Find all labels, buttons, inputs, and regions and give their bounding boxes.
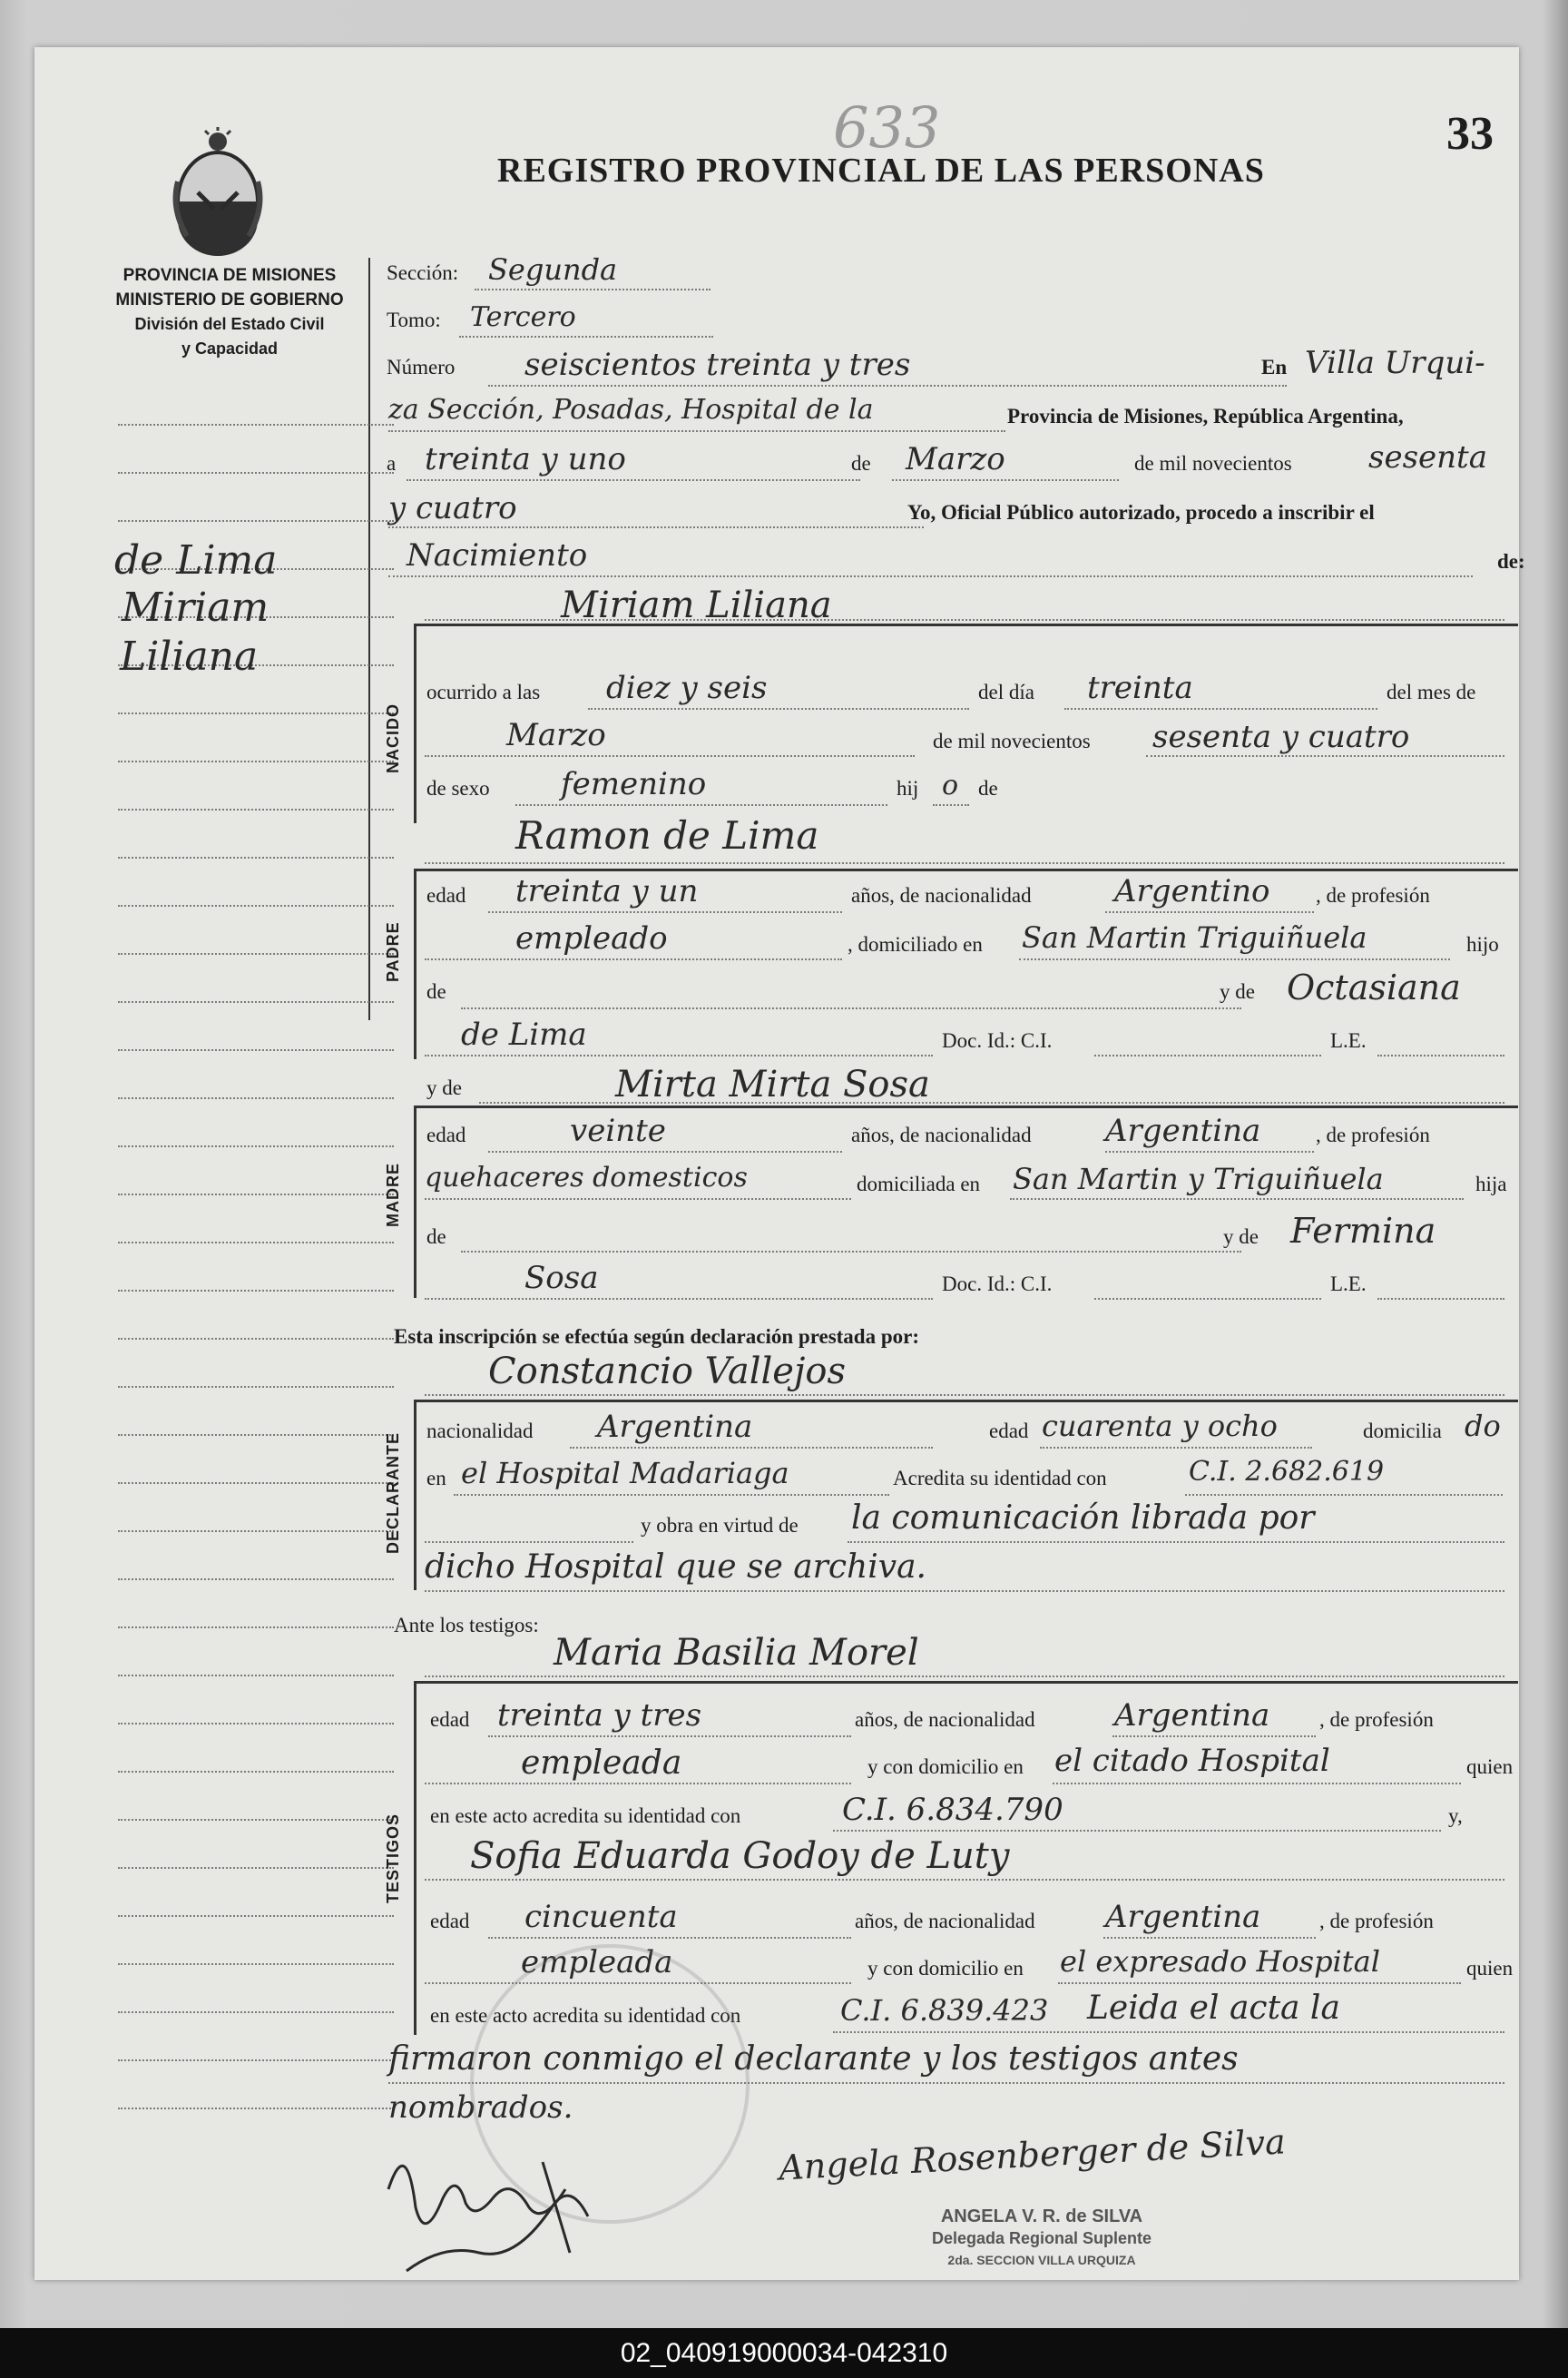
testigo1-profesion: empleada [521, 1744, 682, 1782]
fecha-dia: treinta y uno [425, 441, 626, 477]
numero-value: seiscientos treinta y tres [524, 347, 911, 383]
padre-nac-label: años, de nacionalidad [851, 884, 1032, 907]
lugar-value-1: Villa Urqui- [1305, 345, 1485, 381]
margin-ruled-line [118, 1578, 394, 1580]
hijo-value: o [942, 770, 959, 801]
margin-note-line: Liliana [120, 634, 259, 680]
testigo2-profesion: empleada [521, 1944, 673, 1980]
margin-ruled-line [118, 1290, 394, 1292]
section-testigos: TESTIGOS [384, 1813, 402, 1903]
madre-ydeb-label: y de [1223, 1225, 1259, 1248]
madre-nombre: Mirta Mirta Sosa [615, 1064, 930, 1105]
testigo2-dom-label: y con domicilio en [867, 1957, 1024, 1980]
margin-ruled-line [118, 761, 394, 762]
madre-nac-label: años, de nacionalidad [851, 1124, 1032, 1146]
leida-text: Leida el acta la [1087, 1990, 1340, 2027]
padre-de-label: de [426, 980, 446, 1003]
issuing-authority [53, 263, 407, 361]
registry-page [34, 47, 1525, 2280]
declarante-dom-1: do [1465, 1409, 1501, 1443]
madre-dom-label: domiciliada en [857, 1173, 981, 1195]
margin-ruled-line [118, 1626, 394, 1628]
margin-ruled-line [118, 1194, 394, 1195]
declarante-dom-2: el Hospital Madariaga [461, 1456, 789, 1490]
testigo1-y-label: y, [1448, 1804, 1463, 1827]
padre-nombre: Ramon de Lima [515, 813, 819, 858]
a-label: a [387, 452, 397, 475]
declarante-signature-icon [379, 2126, 652, 2280]
declarante-obra-label: y obra en virtud de [641, 1514, 799, 1537]
margin-ruled-line [118, 1530, 394, 1532]
org-line: División del Estado Civil [134, 315, 325, 333]
fecha-mes: Marzo [906, 441, 1005, 477]
margin-ruled-line [118, 1049, 394, 1051]
padre-dom-label: , domiciliado en [848, 933, 983, 956]
padre-edad: treinta y un [515, 873, 699, 909]
testigo1-nacionalidad: Argentina [1114, 1697, 1270, 1734]
madre-prof-label: , de profesión [1316, 1124, 1430, 1146]
madre-yde-label: y de [426, 1076, 462, 1099]
margin-ruled-line [118, 424, 394, 426]
sello-line: 2da. SECCION VILLA URQUIZA [947, 2253, 1136, 2267]
margin-ruled-line [118, 905, 394, 907]
testigo2-nacionalidad: Argentina [1105, 1899, 1261, 1935]
margin-ruled-line [118, 953, 394, 955]
madre-padres-1: Fermina [1290, 1211, 1436, 1251]
acto-value: Nacimiento [407, 537, 588, 574]
madre-hija-label: hija [1475, 1173, 1507, 1195]
margin-ruled-line [118, 1242, 394, 1243]
de-colon: de: [1497, 550, 1525, 573]
madre-padres-2: Sosa [524, 1260, 599, 1296]
padre-padres-1: Octasiana [1287, 968, 1461, 1007]
sexo-label: de sexo [426, 777, 490, 800]
margin-ruled-line [118, 1675, 394, 1676]
declarante-intro: Esta inscripción se efectúa según declaración prestada por: [394, 1325, 920, 1348]
en-label: En [1261, 356, 1288, 378]
sello-line: ANGELA V. R. de SILVA [940, 2206, 1143, 2226]
declarante-nombre: Constancio Vallejos [488, 1351, 846, 1392]
margin-ruled-line [118, 1819, 394, 1821]
testigo2-nombre: Sofia Eduarda Godoy de Luty [470, 1835, 1010, 1877]
testigos-ante: Ante los testigos: [394, 1614, 539, 1636]
margin-ruled-line [118, 1386, 394, 1388]
madre-de-label: de [426, 1225, 446, 1248]
margin-ruled-line [118, 1771, 394, 1773]
numero-label: Número [387, 356, 456, 378]
section-declarante: DECLARANTE [384, 1432, 402, 1554]
margin-ruled-line [118, 1867, 394, 1869]
testigo2-domicilio: el expresado Hospital [1060, 1944, 1380, 1979]
testigo1-edad-label: edad [430, 1708, 470, 1731]
padre-le-label: L.E. [1330, 1029, 1367, 1052]
padre-nacionalidad: Argentino [1114, 873, 1270, 909]
margin-ruled-line [118, 1963, 394, 1965]
testigo1-edad: treinta y tres [497, 1697, 702, 1734]
testigo2-prof-label: , de profesión [1319, 1910, 1434, 1932]
testigo1-prof-label: , de profesión [1319, 1708, 1434, 1731]
margin-ruled-line [118, 1145, 394, 1147]
declarante-edad: cuarenta y ocho [1042, 1409, 1278, 1443]
margin-ruled-line [118, 1723, 394, 1725]
hora-label: ocurrido a las [426, 681, 541, 703]
testigo2-quien-label: quien [1466, 1957, 1514, 1980]
section-padre: PADRE [384, 921, 402, 982]
madre-nacionalidad: Argentina [1105, 1113, 1261, 1149]
margin-note-line: Miriam [122, 585, 270, 631]
org-line: PROVINCIA DE MISIONES [122, 266, 337, 285]
seccion-label: Sección: [387, 261, 459, 284]
hijo-label: hij [897, 777, 919, 800]
testigo1-domicilio: el citado Hospital [1054, 1743, 1330, 1779]
margin-ruled-line [118, 809, 394, 811]
file-id: 02_040919000034-042310 [620, 2338, 948, 2368]
declarante-nacionalidad: Argentina [597, 1409, 753, 1445]
testigo1-nac-label: años, de nacionalidad [855, 1708, 1035, 1731]
dia-label: del día [978, 681, 1034, 703]
padre-doc-label: Doc. Id.: C.I. [942, 1029, 1053, 1052]
margin-ruled-line [118, 2108, 394, 2109]
testigo2-acred-label: en este acto acredita su identidad con [430, 2004, 741, 2027]
lugar-value-2: za Sección, Posadas, Hospital de la [388, 394, 874, 426]
margin-ruled-line [118, 1338, 394, 1340]
nacido-nombre: Miriam Liliana [561, 585, 832, 626]
madre-edad: veinte [570, 1113, 666, 1149]
fecha-anio-1: sesenta [1368, 439, 1487, 476]
de-label: de [978, 777, 998, 800]
testigo2-edad-label: edad [430, 1910, 470, 1932]
mes-value: Marzo [506, 717, 606, 753]
padre-profesion: empleado [515, 920, 668, 957]
declarante-acredita-label: Acredita su identidad con [893, 1467, 1107, 1489]
margin-ruled-line [118, 1097, 394, 1099]
madre-domicilio: San Martin y Triguiñuela [1013, 1162, 1384, 1196]
padre-yde-label: y de [1220, 980, 1255, 1003]
declarante-identidad: C.I. 2.682.619 [1189, 1456, 1385, 1488]
anio-label: de mil novecientos [933, 730, 1091, 752]
page-title: REGISTRO PROVINCIAL DE LAS PERSONAS [497, 152, 1265, 190]
oficial-sello [878, 2206, 1205, 2271]
provincia-text: Provincia de Misiones, República Argentina, [1007, 405, 1404, 427]
testigo2-nac-label: años, de nacionalidad [855, 1910, 1035, 1932]
testigo2-edad: cincuenta [524, 1899, 678, 1935]
mes-label: del mes de [1387, 681, 1476, 703]
declarante-edad-label: edad [989, 1420, 1029, 1442]
declarante-nac-label: nacionalidad [426, 1420, 534, 1442]
margin-note-line: de Lima [114, 537, 278, 584]
testigo1-quien-label: quien [1466, 1755, 1514, 1778]
padre-prof-label: , de profesión [1316, 884, 1430, 907]
margin-ruled-line [118, 1482, 394, 1484]
file-id-bar [0, 2328, 1568, 2378]
madre-edad-label: edad [426, 1124, 466, 1146]
padre-edad-label: edad [426, 884, 466, 907]
fecha-anio-2: y cuatro [388, 490, 517, 526]
de-label: de [851, 452, 871, 475]
tomo-label: Tomo: [387, 309, 441, 331]
section-nacido: NACIDO [384, 703, 402, 773]
org-line: y Capacidad [181, 339, 279, 358]
margin-ruled-line [118, 1915, 394, 1917]
pencil-number: 633 [833, 94, 941, 161]
madre-profesion: quehaceres domesticos [425, 1162, 748, 1194]
testigo1-nombre: Maria Basilia Morel [554, 1632, 919, 1674]
margin-ruled-line [118, 2011, 394, 2013]
cierre-line-1: firmaron conmigo el declarante y los testigos antes [388, 2040, 1239, 2078]
testigo1-acred-label: en este acto acredita su identidad con [430, 1804, 741, 1827]
cierre-line-2: nombrados. [388, 2089, 573, 2126]
padre-padres-2: de Lima [461, 1017, 587, 1053]
dia-value: treinta [1087, 670, 1193, 706]
coat-of-arms-icon [171, 127, 265, 263]
testigo1-dom-label: y con domicilio en [867, 1755, 1024, 1778]
padre-hijo-label: hijo [1466, 933, 1499, 956]
anio-prefix: de mil novecientos [1134, 452, 1292, 475]
margin-ruled-line [118, 2059, 394, 2061]
oficial-text: Yo, Oficial Público autorizado, procedo a inscribir el [907, 501, 1375, 524]
hora-value: diez y seis [606, 670, 768, 706]
declarante-dom-label: domicilia [1363, 1420, 1442, 1442]
margin-ruled-line [118, 472, 394, 474]
declarante-obra-2: dicho Hospital que se archiva. [425, 1548, 926, 1586]
testigo1-identidad: C.I. 6.834.790 [842, 1792, 1063, 1828]
declarante-en-label: en [426, 1467, 446, 1489]
oficial-firma: Angela Rosenberger de Silva [778, 2121, 1287, 2188]
padre-domicilio: San Martin Triguiñuela [1022, 920, 1367, 955]
declarante-obra-1: la comunicación librada por [851, 1499, 1315, 1537]
margin-ruled-line [118, 520, 394, 522]
margin-ruled-line [118, 857, 394, 859]
seccion-value: Segunda [488, 252, 618, 287]
sello-line: Delegada Regional Suplente [931, 2229, 1152, 2247]
sexo-value: femenino [561, 766, 707, 802]
margin-ruled-line [118, 1434, 394, 1436]
org-line: MINISTERIO DE GOBIERNO [115, 290, 344, 310]
section-madre: MADRE [384, 1163, 402, 1227]
madre-le-label: L.E. [1330, 1273, 1367, 1295]
testigo2-identidad: C.I. 6.839.423 [840, 1993, 1049, 2028]
tomo-value: Tercero [470, 301, 576, 333]
margin-ruled-line [118, 712, 394, 714]
margin-ruled-line [118, 1001, 394, 1003]
anio-value: sesenta y cuatro [1152, 719, 1410, 755]
folio-number: 33 [1446, 108, 1494, 160]
madre-doc-label: Doc. Id.: C.I. [942, 1273, 1053, 1295]
